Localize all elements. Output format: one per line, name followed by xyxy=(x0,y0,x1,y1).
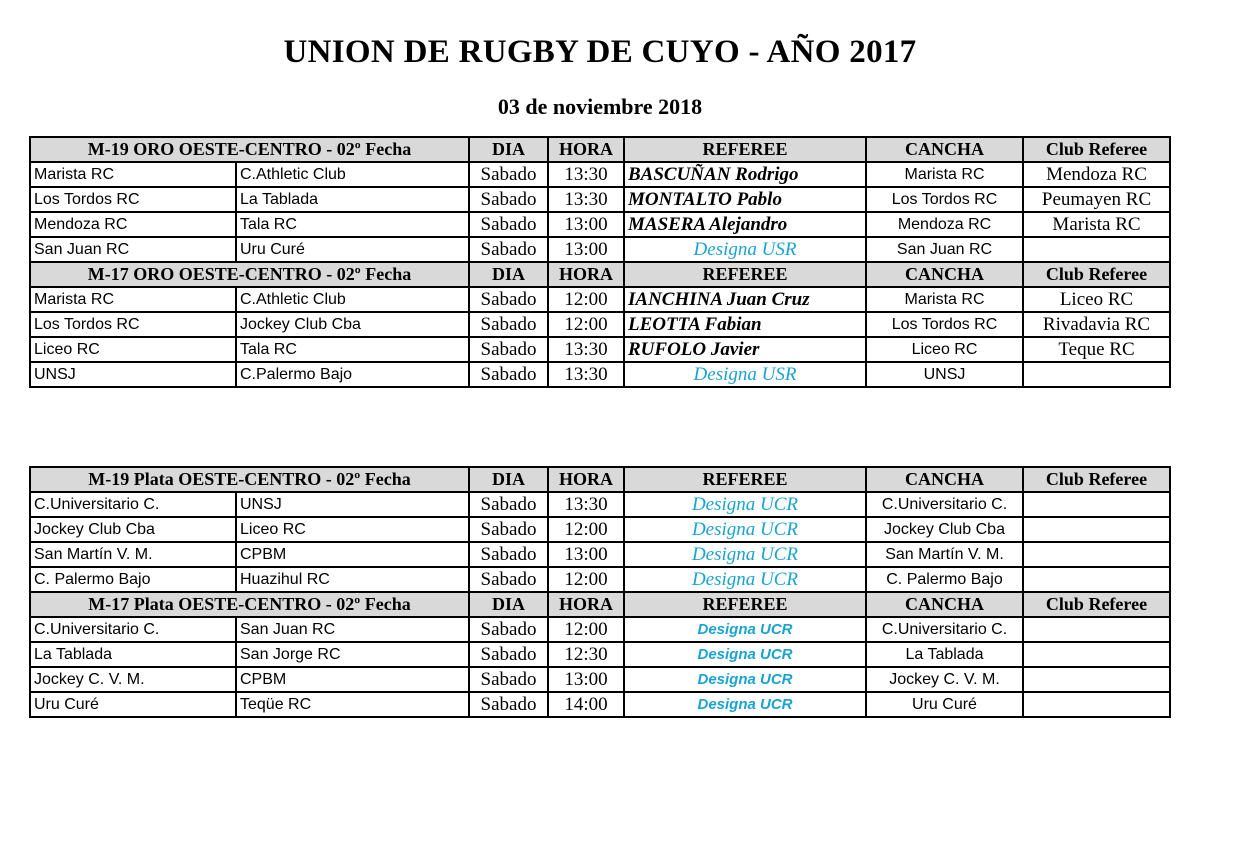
referee-cell: IANCHINA Juan Cruz xyxy=(624,287,866,312)
table-row xyxy=(30,692,1170,717)
local-team: Jockey Club Cba xyxy=(30,517,236,542)
oro-schedule-table xyxy=(29,136,1171,388)
time-cell: 13:30 xyxy=(548,187,624,212)
day-cell: Sabado xyxy=(469,312,548,337)
club-referee-header: Club Referee xyxy=(1023,592,1170,617)
local-team: La Tablada xyxy=(30,642,236,667)
referee-cell: Designa UCR xyxy=(624,567,866,592)
table-row xyxy=(30,187,1170,212)
visiting-team: C.Athletic Club xyxy=(236,162,469,187)
table-row xyxy=(30,312,1170,337)
venue-cell: Mendoza RC xyxy=(866,212,1023,237)
referee-header: REFEREE xyxy=(624,592,866,617)
local-team: San Juan RC xyxy=(30,237,236,262)
visiting-team: Jockey Club Cba xyxy=(236,312,469,337)
referee-cell: Designa USR xyxy=(624,362,866,387)
club-referee-header: Club Referee xyxy=(1023,467,1170,492)
time-cell: 14:00 xyxy=(548,692,624,717)
referee-cell: Designa UCR xyxy=(624,617,866,642)
venue-cell: Jockey Club Cba xyxy=(866,517,1023,542)
table-header-row xyxy=(30,262,1170,287)
day-cell: Sabado xyxy=(469,212,548,237)
club-referee-cell: Peumayen RC xyxy=(1023,187,1170,212)
venue-cell: Marista RC xyxy=(866,162,1023,187)
dia-header: DIA xyxy=(469,262,548,287)
referee-cell: Designa UCR xyxy=(624,692,866,717)
table-row xyxy=(30,617,1170,642)
venue-cell: San Martín V. M. xyxy=(866,542,1023,567)
club-referee-cell: Mendoza RC xyxy=(1023,162,1170,187)
visiting-team: C.Athletic Club xyxy=(236,287,469,312)
club-referee-cell xyxy=(1023,237,1170,262)
day-cell: Sabado xyxy=(469,642,548,667)
day-cell: Sabado xyxy=(469,492,548,517)
visiting-team: CPBM xyxy=(236,542,469,567)
day-cell: Sabado xyxy=(469,362,548,387)
visiting-team: Tala RC xyxy=(236,212,469,237)
time-cell: 12:00 xyxy=(548,287,624,312)
club-referee-cell xyxy=(1023,642,1170,667)
hora-header: HORA xyxy=(548,262,624,287)
venue-cell: C. Palermo Bajo xyxy=(866,567,1023,592)
club-referee-cell xyxy=(1023,667,1170,692)
referee-cell: Designa UCR xyxy=(624,542,866,567)
visiting-team: La Tablada xyxy=(236,187,469,212)
day-cell: Sabado xyxy=(469,617,548,642)
local-team: Los Tordos RC xyxy=(30,312,236,337)
dia-header: DIA xyxy=(469,592,548,617)
referee-cell: LEOTTA Fabian xyxy=(624,312,866,337)
table-row xyxy=(30,567,1170,592)
venue-cell: C.Universitario C. xyxy=(866,617,1023,642)
referee-cell: Designa USR xyxy=(624,237,866,262)
local-team: Mendoza RC xyxy=(30,212,236,237)
hora-header: HORA xyxy=(548,467,624,492)
table-row xyxy=(30,667,1170,692)
time-cell: 12:00 xyxy=(548,312,624,337)
category-header: M-19 ORO OESTE-CENTRO - 02º Fecha xyxy=(30,137,469,162)
day-cell: Sabado xyxy=(469,517,548,542)
time-cell: 13:00 xyxy=(548,237,624,262)
local-team: Jockey C. V. M. xyxy=(30,667,236,692)
club-referee-cell xyxy=(1023,692,1170,717)
table-row xyxy=(30,492,1170,517)
local-team: Marista RC xyxy=(30,287,236,312)
table-header-row xyxy=(30,137,1170,162)
visiting-team: Tala RC xyxy=(236,337,469,362)
cancha-header: CANCHA xyxy=(866,262,1023,287)
time-cell: 13:30 xyxy=(548,362,624,387)
day-cell: Sabado xyxy=(469,237,548,262)
day-cell: Sabado xyxy=(469,542,548,567)
visiting-team: Uru Curé xyxy=(236,237,469,262)
referee-header: REFEREE xyxy=(624,262,866,287)
visiting-team: San Jorge RC xyxy=(236,642,469,667)
table-row xyxy=(30,237,1170,262)
visiting-team: UNSJ xyxy=(236,492,469,517)
dia-header: DIA xyxy=(469,467,548,492)
referee-cell: Designa UCR xyxy=(624,517,866,542)
table-row xyxy=(30,212,1170,237)
referee-cell: Designa UCR xyxy=(624,642,866,667)
hora-header: HORA xyxy=(548,137,624,162)
venue-cell: Los Tordos RC xyxy=(866,187,1023,212)
cancha-header: CANCHA xyxy=(866,137,1023,162)
club-referee-cell: Liceo RC xyxy=(1023,287,1170,312)
time-cell: 13:00 xyxy=(548,667,624,692)
referee-cell: MONTALTO Pablo xyxy=(624,187,866,212)
club-referee-cell: Marista RC xyxy=(1023,212,1170,237)
time-cell: 12:30 xyxy=(548,642,624,667)
club-referee-header: Club Referee xyxy=(1023,262,1170,287)
club-referee-cell xyxy=(1023,362,1170,387)
time-cell: 13:00 xyxy=(548,542,624,567)
visiting-team: C.Palermo Bajo xyxy=(236,362,469,387)
table-row xyxy=(30,362,1170,387)
local-team: C.Universitario C. xyxy=(30,492,236,517)
table-header-row xyxy=(30,467,1170,492)
visiting-team: Teqüe RC xyxy=(236,692,469,717)
cancha-header: CANCHA xyxy=(866,467,1023,492)
category-header: M-17 ORO OESTE-CENTRO - 02º Fecha xyxy=(30,262,469,287)
day-cell: Sabado xyxy=(469,667,548,692)
cancha-header: CANCHA xyxy=(866,592,1023,617)
day-cell: Sabado xyxy=(469,337,548,362)
time-cell: 13:30 xyxy=(548,492,624,517)
local-team: Los Tordos RC xyxy=(30,187,236,212)
referee-cell: Designa UCR xyxy=(624,492,866,517)
venue-cell: Jockey C. V. M. xyxy=(866,667,1023,692)
referee-header: REFEREE xyxy=(624,137,866,162)
club-referee-header: Club Referee xyxy=(1023,137,1170,162)
visiting-team: Liceo RC xyxy=(236,517,469,542)
category-header: M-19 Plata OESTE-CENTRO - 02º Fecha xyxy=(30,467,469,492)
venue-cell: Los Tordos RC xyxy=(866,312,1023,337)
venue-cell: UNSJ xyxy=(866,362,1023,387)
venue-cell: C.Universitario C. xyxy=(866,492,1023,517)
referee-cell: MASERA Alejandro xyxy=(624,212,866,237)
table-row xyxy=(30,337,1170,362)
venue-cell: La Tablada xyxy=(866,642,1023,667)
day-cell: Sabado xyxy=(469,287,548,312)
local-team: UNSJ xyxy=(30,362,236,387)
club-referee-cell xyxy=(1023,542,1170,567)
visiting-team: San Juan RC xyxy=(236,617,469,642)
time-cell: 13:30 xyxy=(548,337,624,362)
table-row xyxy=(30,517,1170,542)
time-cell: 13:30 xyxy=(548,162,624,187)
table-header-row xyxy=(30,592,1170,617)
table-row xyxy=(30,162,1170,187)
venue-cell: Uru Curé xyxy=(866,692,1023,717)
time-cell: 12:00 xyxy=(548,517,624,542)
club-referee-cell xyxy=(1023,517,1170,542)
visiting-team: CPBM xyxy=(236,667,469,692)
referee-cell: RUFOLO Javier xyxy=(624,337,866,362)
club-referee-cell: Rivadavia RC xyxy=(1023,312,1170,337)
local-team: C.Universitario C. xyxy=(30,617,236,642)
time-cell: 12:00 xyxy=(548,617,624,642)
day-cell: Sabado xyxy=(469,567,548,592)
time-cell: 13:00 xyxy=(548,212,624,237)
table-row xyxy=(30,287,1170,312)
local-team: C. Palermo Bajo xyxy=(30,567,236,592)
hora-header: HORA xyxy=(548,592,624,617)
page-date: 03 de noviembre 2018 xyxy=(497,94,703,119)
time-cell: 12:00 xyxy=(548,567,624,592)
club-referee-cell: Teque RC xyxy=(1023,337,1170,362)
venue-cell: Marista RC xyxy=(866,287,1023,312)
local-team: Marista RC xyxy=(30,162,236,187)
day-cell: Sabado xyxy=(469,187,548,212)
dia-header: DIA xyxy=(469,137,548,162)
venue-cell: Liceo RC xyxy=(866,337,1023,362)
club-referee-cell xyxy=(1023,567,1170,592)
local-team: San Martín V. M. xyxy=(30,542,236,567)
club-referee-cell xyxy=(1023,492,1170,517)
plata-schedule-table xyxy=(29,466,1171,718)
category-header: M-17 Plata OESTE-CENTRO - 02º Fecha xyxy=(30,592,469,617)
visiting-team: Huazihul RC xyxy=(236,567,469,592)
local-team: Uru Curé xyxy=(30,692,236,717)
referee-header: REFEREE xyxy=(624,467,866,492)
referee-cell: Designa UCR xyxy=(624,667,866,692)
page-title: UNION DE RUGBY DE CUYO - AÑO 2017 xyxy=(283,34,917,70)
day-cell: Sabado xyxy=(469,162,548,187)
table-row xyxy=(30,642,1170,667)
venue-cell: San Juan RC xyxy=(866,237,1023,262)
local-team: Liceo RC xyxy=(30,337,236,362)
club-referee-cell xyxy=(1023,617,1170,642)
referee-cell: BASCUÑAN Rodrigo xyxy=(624,162,866,187)
day-cell: Sabado xyxy=(469,692,548,717)
table-row xyxy=(30,542,1170,567)
